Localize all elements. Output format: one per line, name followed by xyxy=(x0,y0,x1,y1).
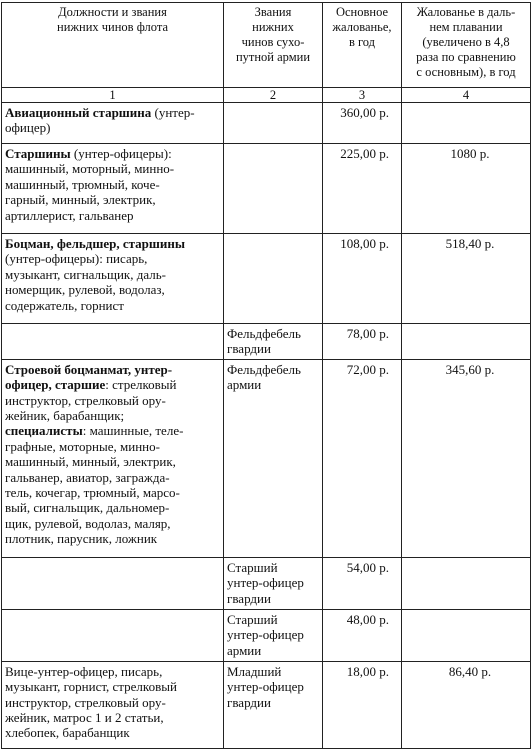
salary-table xyxy=(1,2,531,749)
header-positions: Должности и звания нижних чинов флота xyxy=(2,3,224,88)
header-voyage-salary: Жалованье в даль- нем плавании (увеличено в 4,8 раза по сравнению с основным), в год xyxy=(402,3,531,88)
table-row xyxy=(2,234,531,324)
column-number: 3 xyxy=(323,88,402,103)
position-cell xyxy=(2,609,224,661)
army-rank-cell: Старший унтер-офицер гвардии xyxy=(224,557,323,609)
position-text: : стрелковый инструктор, стрелковый ору- жейник, барабанщик; xyxy=(5,377,177,424)
table-row xyxy=(2,144,531,234)
base-salary-cell: 54,00 р. xyxy=(323,557,402,609)
army-rank-cell xyxy=(224,103,323,144)
position-title: Строевой боцманмат, унтер- офицер, старшие xyxy=(5,361,173,393)
position-title: Боцман, фельдшер, старшины xyxy=(5,236,185,251)
position-title: Старшины xyxy=(5,146,71,161)
column-number: 4 xyxy=(402,88,531,103)
table-row xyxy=(2,557,531,609)
voyage-salary-cell: 518,40 р. xyxy=(402,234,531,324)
army-rank-cell: Фельдфебель армии xyxy=(224,359,323,557)
base-salary-cell: 78,00 р. xyxy=(323,324,402,360)
position-title: специалисты xyxy=(5,423,83,439)
base-salary-cell: 108,00 р. xyxy=(323,234,402,324)
table-row xyxy=(2,609,531,661)
base-salary-cell: 360,00 р. xyxy=(323,103,402,144)
voyage-salary-cell xyxy=(402,103,531,144)
base-salary-cell: 48,00 р. xyxy=(323,609,402,661)
table-row xyxy=(2,359,531,557)
position-text: Вице-унтер-офицер, писарь, музыкант, горнист, стрелковый инструктор, стрелковый ору- жейник, матрос 1 и 2 статьи, хлебопек, барабанщик xyxy=(5,663,177,741)
position-text: : машинные, теле- графные, моторные, минно- машинный, минный, электрик, гальванер, авиатор, загражда- тель, кочегар, трюмный, марсо- вый, сигнальщик, дальномер- щик, рулевой, водолаз, маляр, плотник, парусник, ложник xyxy=(5,423,184,547)
base-salary-cell: 18,00 р. xyxy=(323,661,402,748)
document-page xyxy=(1,2,531,749)
table-row xyxy=(2,661,531,748)
column-number: 2 xyxy=(224,88,323,103)
army-rank-cell xyxy=(224,144,323,234)
base-salary-cell: 225,00 р. xyxy=(323,144,402,234)
army-rank-cell xyxy=(224,234,323,324)
table-row xyxy=(2,324,531,360)
header-army-ranks: Звания нижних чинов сухо- путной армии xyxy=(224,3,323,88)
army-rank-cell: Фельдфебель гвардии xyxy=(224,324,323,360)
position-text: (унтер-офицеры): писарь, музыкант, сигнальщик, даль- номерщик, рулевой, водолаз, содержатель, горнист xyxy=(5,251,166,313)
voyage-salary-cell xyxy=(402,609,531,661)
voyage-salary-cell xyxy=(402,557,531,609)
voyage-salary-cell: 86,40 р. xyxy=(402,661,531,748)
position-cell xyxy=(2,661,224,748)
position-text: (унтер- офицер) xyxy=(5,105,195,136)
army-rank-cell: Старший унтер-офицер армии xyxy=(224,609,323,661)
voyage-salary-cell: 1080 р. xyxy=(402,144,531,234)
position-title: Авиационный старшина xyxy=(5,105,152,120)
voyage-salary-cell: 345,60 р. xyxy=(402,359,531,557)
column-number-row xyxy=(2,88,531,103)
position-cell xyxy=(2,144,224,234)
base-salary-cell: 72,00 р. xyxy=(323,359,402,557)
position-cell xyxy=(2,557,224,609)
table-header-row xyxy=(2,3,531,88)
position-cell xyxy=(2,234,224,324)
position-cell xyxy=(2,324,224,360)
header-base-salary: Основное жалованье, в год xyxy=(323,3,402,88)
position-cell xyxy=(2,359,224,557)
table-row xyxy=(2,103,531,144)
voyage-salary-cell xyxy=(402,324,531,360)
position-text: (унтер-офицеры): машинный, моторный, минно- машинный, трюмный, коче- гарный, минный, электрик, артиллерист, гальванер xyxy=(5,146,175,223)
column-number: 1 xyxy=(2,88,224,103)
position-cell xyxy=(2,103,224,144)
army-rank-cell: Младший унтер-офицер гвардии xyxy=(224,661,323,748)
